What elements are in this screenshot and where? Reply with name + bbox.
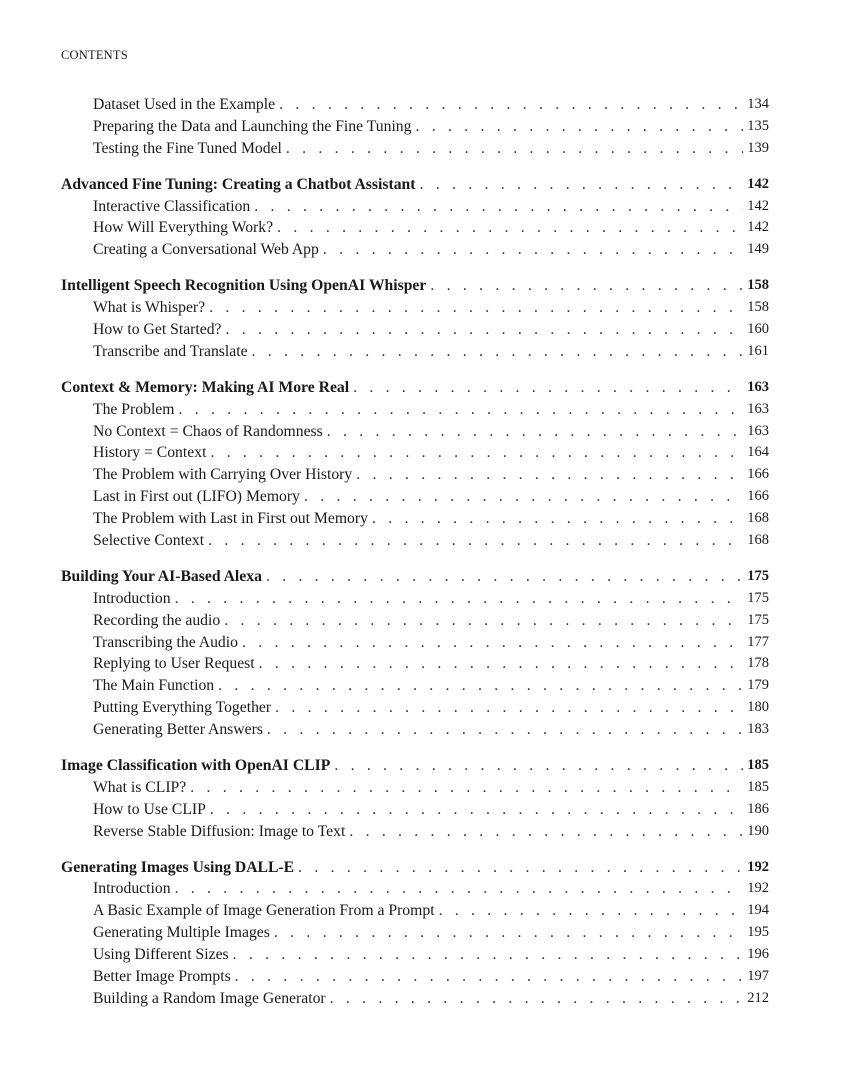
toc-page-number: 194: [747, 902, 769, 919]
toc-section: [61, 174, 769, 262]
toc-entry[interactable]: [61, 821, 769, 843]
toc-entry[interactable]: [61, 777, 769, 799]
toc-page-number: 192: [747, 858, 769, 875]
toc-entry-title: The Problem with Last in First out Memory: [93, 510, 368, 528]
dot-leader: [266, 566, 743, 588]
toc-entry[interactable]: [61, 421, 769, 443]
dot-leader: [210, 799, 743, 821]
toc-entry-title: Generating Multiple Images: [93, 924, 270, 942]
toc-entry[interactable]: [61, 399, 769, 421]
toc-entry[interactable]: [61, 297, 769, 319]
toc-entry[interactable]: [61, 697, 769, 719]
toc-entry-title: Intelligent Speech Recognition Using OpenAI Whisper: [61, 277, 427, 295]
toc-page-number: 164: [747, 444, 769, 461]
dot-leader: [430, 275, 743, 297]
toc-entry[interactable]: [61, 464, 769, 486]
toc-page-number: 195: [747, 924, 769, 941]
toc-section: [61, 94, 769, 160]
toc-page-number: 175: [747, 611, 769, 628]
dot-leader: [279, 94, 743, 116]
toc-page-number: 161: [747, 342, 769, 359]
toc-page-number: 212: [747, 989, 769, 1006]
toc-page-number: 149: [747, 241, 769, 258]
toc-page-number: 142: [747, 197, 769, 214]
toc-chapter[interactable]: [61, 377, 769, 399]
dot-leader: [277, 217, 743, 239]
toc-entry-title: Creating a Conversational Web App: [93, 241, 319, 259]
toc-entry-title: Reverse Stable Diffusion: Image to Text: [93, 822, 346, 840]
toc-entry-title: Last in First out (LIFO) Memory: [93, 488, 300, 506]
toc-page-number: 166: [747, 466, 769, 483]
toc-page-number: 163: [747, 378, 769, 395]
toc-entry-title: Generating Better Answers: [93, 721, 263, 739]
toc-entry-title: What is Whisper?: [93, 299, 206, 317]
toc-page-number: 192: [747, 880, 769, 897]
toc-page-number: 168: [747, 532, 769, 549]
toc-entry[interactable]: [61, 653, 769, 675]
dot-leader: [267, 719, 743, 741]
dot-leader: [226, 319, 743, 341]
toc-entry[interactable]: [61, 632, 769, 654]
toc-entry-title: Interactive Classification: [93, 197, 251, 215]
toc-entry-title: Image Classification with OpenAI CLIP: [61, 757, 331, 775]
toc-section: [61, 857, 769, 1010]
toc-page-number: 185: [747, 757, 769, 774]
dot-leader: [330, 988, 743, 1010]
toc-entry-title: Introduction: [93, 589, 171, 607]
toc-page-number: 178: [747, 655, 769, 672]
dot-leader: [304, 486, 743, 508]
toc-entry-title: What is CLIP?: [93, 778, 187, 796]
dot-leader: [209, 297, 743, 319]
toc-entry[interactable]: [61, 94, 769, 116]
toc-page-number: 166: [747, 488, 769, 505]
toc-entry-title: How to Use CLIP: [93, 800, 206, 818]
toc-page-number: 177: [747, 633, 769, 650]
toc-entry-title: Dataset Used in the Example: [93, 95, 276, 113]
toc-entry-title: Generating Images Using DALL-E: [61, 858, 295, 876]
toc-page-number: 175: [747, 567, 769, 584]
toc-entry[interactable]: [61, 442, 769, 464]
toc-page-number: 163: [747, 422, 769, 439]
toc-entry[interactable]: [61, 799, 769, 821]
dot-leader: [439, 900, 743, 922]
toc-entry-title: The Problem: [93, 400, 175, 418]
dot-leader: [224, 610, 743, 632]
toc-entry[interactable]: [61, 944, 769, 966]
dot-leader: [175, 878, 743, 900]
toc-chapter[interactable]: [61, 755, 769, 777]
toc-entry[interactable]: [61, 988, 769, 1010]
dot-leader: [218, 675, 743, 697]
toc-entry[interactable]: [61, 610, 769, 632]
dot-leader: [298, 857, 743, 879]
toc-entry-title: Recording the audio: [93, 611, 221, 629]
toc-entry-title: A Basic Example of Image Generation From a Prompt: [93, 902, 435, 920]
toc-page-number: 179: [747, 677, 769, 694]
dot-leader: [349, 821, 743, 843]
toc-page-number: 158: [747, 277, 769, 294]
dot-leader: [175, 588, 743, 610]
dot-leader: [275, 697, 743, 719]
toc-entry-title: Using Different Sizes: [93, 946, 229, 964]
toc-section: [61, 755, 769, 843]
toc-page-number: 134: [747, 95, 769, 112]
toc-entry-title: No Context = Chaos of Randomness: [93, 422, 323, 440]
dot-leader: [372, 508, 743, 530]
toc-page-number: 139: [747, 139, 769, 156]
toc-entry[interactable]: [61, 966, 769, 988]
dot-leader: [210, 442, 743, 464]
toc-entry[interactable]: [61, 588, 769, 610]
toc-page-number: 185: [747, 778, 769, 795]
dot-leader: [252, 341, 743, 363]
toc-entry-title: Advanced Fine Tuning: Creating a Chatbot Assistant: [61, 175, 416, 193]
toc-entry-title: The Main Function: [93, 677, 215, 695]
toc-page-number: 163: [747, 400, 769, 417]
toc-entry[interactable]: [61, 341, 769, 363]
dot-leader: [286, 138, 743, 160]
toc-entry-title: Preparing the Data and Launching the Fine Tuning: [93, 117, 412, 135]
dot-leader: [356, 464, 743, 486]
dot-leader: [242, 632, 743, 654]
toc-page-number: 180: [747, 699, 769, 716]
toc-entry[interactable]: [61, 719, 769, 741]
toc-page-number: 135: [747, 117, 769, 134]
dot-leader: [208, 530, 743, 552]
toc-entry[interactable]: [61, 922, 769, 944]
toc-page-number: 197: [747, 968, 769, 985]
toc-chapter[interactable]: [61, 174, 769, 196]
dot-leader: [235, 966, 743, 988]
dot-leader: [334, 755, 743, 777]
toc-entry[interactable]: [61, 675, 769, 697]
dot-leader: [323, 239, 743, 261]
toc-entry-title: Context & Memory: Making AI More Real: [61, 378, 350, 396]
toc-page-number: 160: [747, 321, 769, 337]
toc-entry-title: Introduction: [93, 880, 171, 898]
toc-page-number: 142: [747, 219, 769, 236]
toc-entry[interactable]: [61, 900, 769, 922]
toc-entry[interactable]: [61, 319, 769, 341]
toc-entry-title: Replying to User Request: [93, 655, 255, 673]
toc-entry-title: Building a Random Image Generator: [93, 989, 326, 1007]
toc-entry[interactable]: [61, 196, 769, 218]
dot-leader: [274, 922, 743, 944]
toc-page-number: 158: [747, 299, 769, 316]
toc-page-number: 175: [747, 589, 769, 606]
toc-entry-title: How to Get Started?: [93, 321, 222, 338]
toc-entry[interactable]: [61, 116, 769, 138]
toc-page-number: 183: [747, 721, 769, 738]
toc-entry[interactable]: [61, 508, 769, 530]
toc-chapter[interactable]: [61, 566, 769, 588]
dot-leader: [254, 196, 743, 218]
toc-chapter[interactable]: [61, 857, 769, 879]
dot-leader: [327, 421, 743, 443]
toc-chapter[interactable]: [61, 275, 769, 297]
toc-entry-title: Selective Context: [93, 532, 205, 550]
dot-leader: [353, 377, 743, 399]
dot-leader: [178, 399, 743, 421]
toc-entry-title: The Problem with Carrying Over History: [93, 466, 353, 484]
toc-section: [61, 275, 769, 363]
dot-leader: [420, 174, 744, 196]
toc-entry-title: Transcribing the Audio: [93, 633, 238, 651]
dot-leader: [190, 777, 743, 799]
toc-page-number: 186: [747, 800, 769, 817]
toc-page-number: 190: [747, 822, 769, 839]
toc-entry-title: Better Image Prompts: [93, 968, 231, 986]
toc-entry-title: How Will Everything Work?: [93, 219, 274, 237]
toc-section: [61, 566, 769, 741]
toc-entry-title: Building Your AI-Based Alexa: [61, 567, 262, 585]
toc-entry-title: Putting Everything Together: [93, 699, 272, 717]
toc-entry-title: Transcribe and Translate: [93, 342, 248, 360]
dot-leader: [259, 653, 743, 675]
toc-page-number: 196: [747, 946, 769, 963]
toc-entry[interactable]: [61, 530, 769, 552]
dot-leader: [233, 944, 743, 966]
toc-page-number: 142: [747, 175, 769, 192]
toc-entry-title: History = Context: [93, 444, 207, 462]
toc-entry[interactable]: [61, 879, 769, 901]
toc-entry[interactable]: [61, 138, 769, 160]
toc-page-number: 168: [747, 510, 769, 527]
toc-entry[interactable]: [61, 486, 769, 508]
toc-entry[interactable]: [61, 239, 769, 261]
toc-entry-title: Testing the Fine Tuned Model: [93, 139, 282, 157]
table-of-contents: [61, 94, 769, 1024]
running-head: CONTENTS: [61, 48, 128, 62]
dot-leader: [416, 116, 744, 138]
toc-entry[interactable]: [61, 217, 769, 239]
toc-section: [61, 377, 769, 552]
